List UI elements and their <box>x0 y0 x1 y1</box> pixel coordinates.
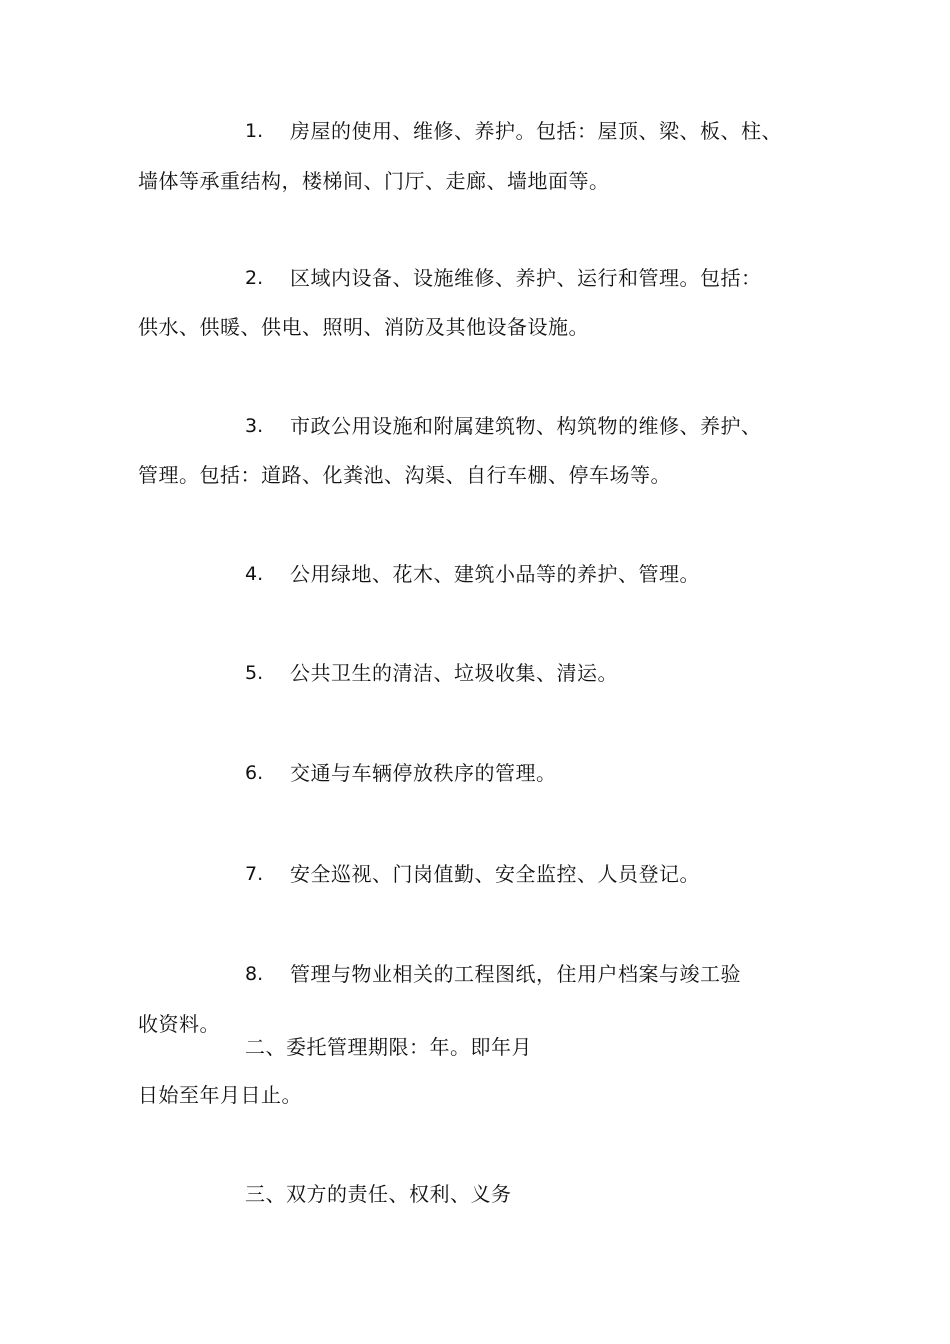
item-3-number: 3. <box>245 415 264 437</box>
item-8-number: 8. <box>245 963 264 985</box>
item-6-text-line1: 交通与车辆停放秩序的管理。 <box>290 761 557 785</box>
item-1-text-line1: 房屋的使用、维修、养护。包括：屋顶、梁、板、柱、 <box>290 119 782 143</box>
item-3-text-line1: 市政公用设施和附属建筑物、构筑物的维修、养护、 <box>290 414 762 438</box>
item-2-text-line1: 区域内设备、设施维修、养护、运行和管理。包括： <box>290 266 762 290</box>
item-4-text-line1: 公用绿地、花木、建筑小品等的养护、管理。 <box>290 562 700 586</box>
section-2-heading: 二、委托管理期限：年。即年月 <box>245 1035 532 1059</box>
section-3-heading: 三、双方的责任、权利、义务 <box>245 1182 512 1206</box>
item-8-text-line2: 收资料。 <box>138 1012 220 1036</box>
item-3-text-line2: 管理。包括：道路、化粪池、沟渠、自行车棚、停车场等。 <box>138 463 671 487</box>
item-7-number: 7. <box>245 863 264 885</box>
item-8-text-line1: 管理与物业相关的工程图纸，住用户档案与竣工验 <box>290 962 741 986</box>
item-2-text-line2: 供水、供暖、供电、照明、消防及其他设备设施。 <box>138 315 589 339</box>
item-2-number: 2. <box>245 267 264 289</box>
item-6-number: 6. <box>245 762 264 784</box>
item-5-text-line1: 公共卫生的清洁、垃圾收集、清运。 <box>290 661 618 685</box>
item-1-number: 1. <box>245 120 264 142</box>
item-7-text-line1: 安全巡视、门岗值勤、安全监控、人员登记。 <box>290 862 700 886</box>
item-5-number: 5. <box>245 662 264 684</box>
item-4-number: 4. <box>245 563 264 585</box>
item-1-text-line2: 墙体等承重结构，楼梯间、门厅、走廊、墙地面等。 <box>138 169 610 193</box>
section-2-continuation: 日始至年月日止。 <box>138 1083 302 1107</box>
